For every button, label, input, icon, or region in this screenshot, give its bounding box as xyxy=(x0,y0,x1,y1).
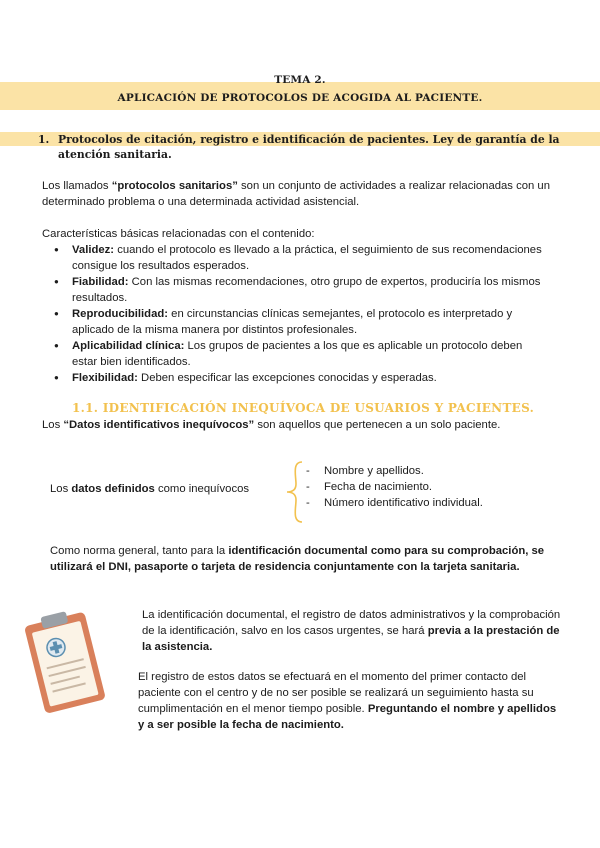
list-item-term: Fiabilidad: xyxy=(72,276,129,288)
documentation-text: La identificación documental, el registro de datos administrativos y la comprobación de la identificación, salvo en los casos urgentes, se hará xyxy=(142,609,561,637)
doc-title-line1: TEMA 2. xyxy=(274,74,326,86)
registration-paragraph xyxy=(138,669,558,733)
section1-number: 1. xyxy=(38,133,50,146)
list-item-text: Los grupos de pacientes a los que es aplicable un protocolo deben estar bien identificados. xyxy=(72,340,523,368)
list-item: - Nombre y apellidos. xyxy=(306,463,546,479)
list-item-term: Validez: xyxy=(72,244,115,256)
data-label-text-end: como inequívocos xyxy=(157,483,250,495)
list-item xyxy=(42,338,542,370)
section1-title: Protocolos de citación, registro e identificación de pacientes. Ley de garantía de la atención sanitaria. xyxy=(58,133,560,161)
intro-bold: “protocolos sanitarios” xyxy=(111,180,238,192)
list-item-term: Flexibilidad: xyxy=(72,372,138,384)
list-item-text: Con las mismas recomendaciones, otro grupo de expertos, produciría los mismos resultados. xyxy=(72,276,541,304)
intro-paragraph xyxy=(42,178,554,210)
definition-text-end: son aquellos que pertenecen a un solo paciente. xyxy=(254,419,501,431)
norm-paragraph xyxy=(50,543,565,575)
registration-text: El registro de estos datos se efectuará en el momento del primer contacto del paciente con el centro y de no ser posible se realizará un seguimiento hasta su cumplimentación en el menor tiempo posible. xyxy=(138,671,534,715)
norm-bold: identificación documental como para su comprobación, se utilizará el DNI, pasaporte o tarjeta de residencia conjuntamente con la tarjeta sanitaria. xyxy=(50,545,545,573)
definition-bold: “Datos identificativos inequívocos” xyxy=(63,419,255,431)
data-label-bold: datos definidos xyxy=(71,483,158,495)
clipboard-icon xyxy=(14,608,114,718)
list-item xyxy=(42,274,542,306)
data-items-list xyxy=(306,463,546,511)
doc-title-line2: APLICACIÓN DE PROTOCOLOS DE ACOGIDA AL PACIENTE. xyxy=(117,92,483,104)
list-item-text: cuando el protocolo es llevado a la práctica, el seguimiento de sus recomendaciones consigue los resultados esperados. xyxy=(72,244,542,272)
list-item: - Fecha de nacimiento. xyxy=(306,479,546,495)
list-item-text: Deben especificar las excepciones conocidas y esperadas. xyxy=(137,372,437,384)
list-item-term: Aplicabilidad clínica: xyxy=(72,340,185,352)
intro-text: Los llamados xyxy=(42,180,112,192)
list-item xyxy=(42,242,542,274)
list-item xyxy=(42,370,542,386)
intro-text-end: son un conjunto de actividades a realizar relacionadas con un determinado problema o una determinada actividad asistencial. xyxy=(42,180,550,208)
subsection-title: 1.1. IDENTIFICACIÓN INEQUÍVOCA DE USUARIOS Y PACIENTES. xyxy=(72,401,535,415)
definition-text: Los xyxy=(42,419,64,431)
section1-heading xyxy=(38,132,573,162)
list-item xyxy=(42,306,542,338)
list-item-text: en circunstancias clínicas semejantes, el protocolo es interpretado y aplicado de la misma manera por distintos profesionales. xyxy=(72,308,513,336)
definition-paragraph xyxy=(42,417,502,433)
documentation-bold: previa a la prestación de la asistencia. xyxy=(142,625,560,653)
data-defined-label xyxy=(50,481,249,497)
brace-icon xyxy=(284,460,306,524)
documentation-paragraph xyxy=(142,607,567,655)
list-item: - Número identificativo individual. xyxy=(306,495,546,511)
list-item-term: Reproducibilidad: xyxy=(72,308,169,320)
characteristics-heading: Características básicas relacionadas con el contenido: xyxy=(42,228,315,240)
data-label-text: Los xyxy=(50,483,72,495)
norm-text: Como norma general, tanto para la xyxy=(50,545,229,557)
registration-bold: Preguntando el nombre y apellidos y a ser posible la fecha de nacimiento. xyxy=(138,703,557,731)
characteristics-list xyxy=(42,242,542,386)
